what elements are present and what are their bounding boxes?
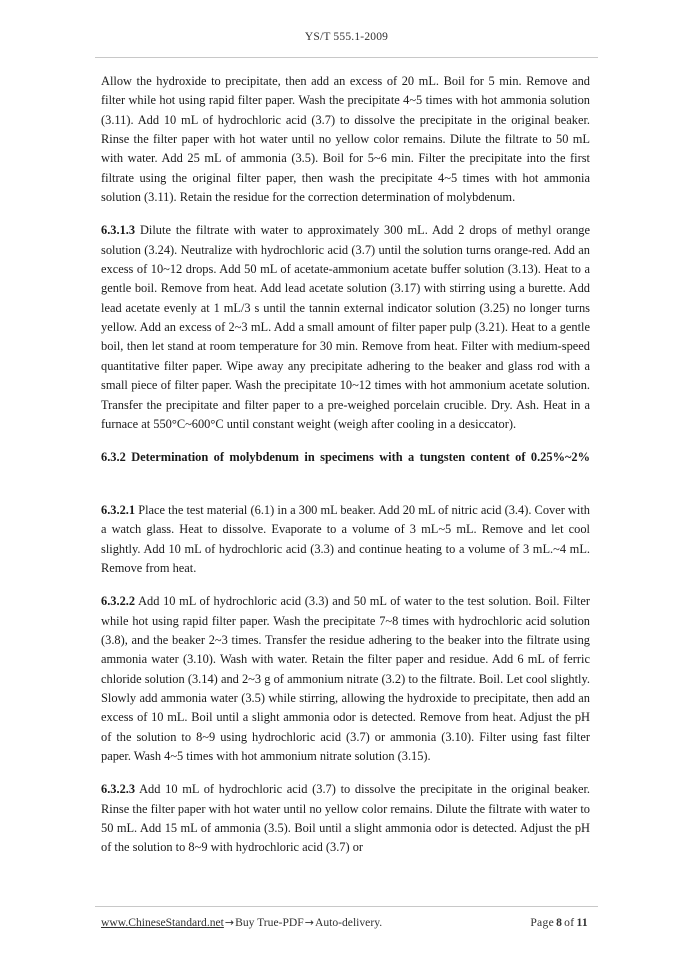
page-label: Page [530,916,555,929]
promo-text-buy: Buy True-PDF [235,916,304,929]
of-label: of [564,916,575,929]
page-number-block [530,915,590,931]
page-footer [101,915,590,931]
section-heading-text: 6.3.2 Determination of molybdenum in specimens with a tungsten content of 0.25%~2% [101,450,590,465]
total-page-number: 11 [576,916,588,929]
chinesestandard-link[interactable]: www.ChineseStandard.net [101,916,224,929]
paragraph-6-3-2-2 [101,592,590,766]
clause-number: 6.3.2.2 [101,594,136,609]
standard-number-header: YS/T 555.1-2009 [304,31,389,43]
clause-number: 6.3.2.1 [101,502,136,517]
paragraph-text: Place the test material (6.1) in a 300 mL beaker. Add 20 mL of nitric acid (3.4). Cover with a watch glass. Heat to dissolve. Evaporate to a volume of 3 mL~5 mL. Remove and let cool slightly. Add 10 mL of hydrochloric acid (3.3) and continue heating to a volume of 3 mL.~4 mL. Remove from heat. [101,502,590,575]
paragraph-6-3-2-1 [101,501,590,578]
arrow-right-icon: → [224,916,235,929]
paragraph-text: Add 10 mL of hydrochloric acid (3.7) to dissolve the precipitate in the original beaker. Rinse the filter paper with hot water until no yellow color remains. Dilute the filtrate with water to 50 mL. Add 15 mL of ammonia (3.5). Boil until a slight ammonia odor is detected. Adjust the pH of the solution to 8~9 with hydrochloric acid (3.7) or [101,782,590,855]
header-divider-rule [95,57,598,58]
paragraph-6-3-1-3 [101,221,590,434]
page-content [101,72,590,858]
footer-promo-line [101,915,382,931]
paragraph-continued [101,72,590,207]
paragraph-6-3-2-3 [101,780,590,857]
current-page-number: 8 [556,916,563,929]
footer-divider-rule [95,906,598,907]
clause-number: 6.3.2.3 [101,782,136,797]
arrow-right-icon-2: → [304,916,314,929]
paragraph-text: Add 10 mL of hydrochloric acid (3.3) and 50 mL of water to the test solution. Boil. Filter while hot using rapid filter paper. Wash the precipitate 7~8 times with hydrochloric acid solution (3.8), and the beaker 2~3 times. Transfer the residue adhering to the beaker into the filtrate using ammonia water (3.10). Wash with water. Retain the filter paper and residue. Add 6 mL of ferric chloride solution (3.14) and 2~3 g of ammonium nitrate (3.2) to the filtrate. Boil. Let cool slightly. Slowly add ammonia water (3.5) while stirring, allowing the hydroxide to precipitate, then add an excess of 10 mL. Boil until a slight ammonia odor is detected. Remove from heat. Adjust the pH of the solution to 8~9 using hydrochloric acid (3.7) or ammonia (3.10). Filter using fast filter paper. Wash 4~5 times with hot ammonium nitrate solution (3.15). [101,594,590,763]
paragraph-text: Dilute the filtrate with water to approximately 300 mL. Add 2 drops of methyl orange solution (3.24). Neutralize with hydrochloric acid (3.7) until the solution turns orange-red. Add an excess of 10~12 drops. Add 50 mL of acetate-ammonium acetate buffer solution (3.13). Heat to a gentle boil. Remove from heat. Add lead acetate solution (3.17) with stirring using a burette. Add lead acetate evenly at 1 mL/3 s until the tannin external indicator solution (3.25) no longer turns yellow. Add an excess of 2~3 mL. Add a small amount of filter paper pulp (3.21). Heat to a gentle boil, then let stand at room temperature for 30 min. Remove from heat. Filter with medium-speed quantitative filter paper. Wipe away any precipitate adhering to the beaker and glass rod with a small piece of filter paper. Wash the precipitate 10~12 times with hot ammonium acetate solution. Transfer the precipitate and filter paper to a pre-weighed porcelain crucible. Dry. Ash. Heat in a furnace at 550°C~600°C until constant weight (weigh after cooling in a desiccator). [101,223,590,431]
section-heading-6-3-2 [101,448,590,487]
page-header [95,31,598,45]
paragraph-text: Allow the hydroxide to precipitate, then add an excess of 20 mL. Boil for 5 min. Remove and filter while hot using rapid filter paper. Wash the precipitate 4~5 times with hot ammonia solution (3.11). Add 10 mL of hydrochloric acid (3.7) to dissolve the precipitate in the original beaker. Rinse the filter paper with hot water until no yellow color remains. Dilute the filtrate to 50 mL with water. Add 25 mL of ammonia (3.5). Boil for 5~6 min. Filter the precipitate into the first filtrate using the original filter paper, then wash the precipitate 4~5 times with hot ammonia solution (3.11). Retain the residue for the correction determination of molybdenum. [101,74,590,205]
clause-number: 6.3.1.3 [101,223,136,238]
promo-text-delivery: Auto-delivery. [314,916,383,929]
